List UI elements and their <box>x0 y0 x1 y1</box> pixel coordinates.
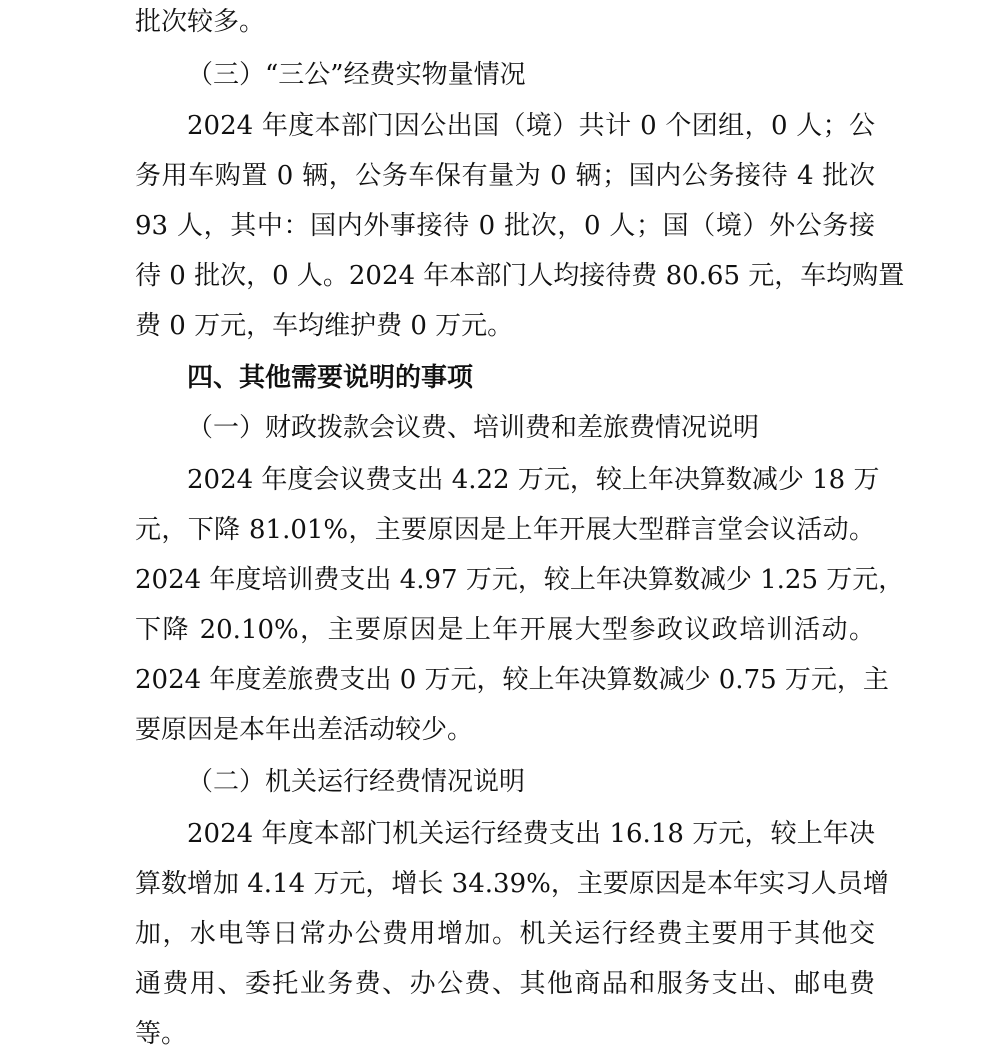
paragraph-line: 2024 年度差旅费支出 0 万元，较上年决算数减少 0.75 万元，主 <box>135 665 889 695</box>
section-heading-meeting-training-travel: （一）财政拨款会议费、培训费和差旅费情况说明 <box>187 413 760 443</box>
paragraph-line: 2024 年度培训费支出 4.97 万元，较上年决算数减少 1.25 万元， <box>135 565 905 595</box>
section-heading-agency-operation: （二）机关运行经费情况说明 <box>187 767 526 797</box>
paragraph-line: 待 0 批次，0 人。2024 年本部门人均接待费 80.65 元，车均购置 <box>135 261 905 291</box>
paragraph-line: 通费用、委托业务费、办公费、其他商品和服务支出、邮电费 <box>135 969 875 999</box>
paragraph-line: 下降 20.10%，主要原因是上年开展大型参政议政培训活动。 <box>135 615 875 645</box>
paragraph-line: 2024 年度本部门机关运行经费支出 16.18 万元，较上年决 <box>187 819 875 849</box>
paragraph-line: 加，水电等日常办公费用增加。机关运行经费主要用于其他交 <box>135 919 875 949</box>
paragraph-line: 算数增加 4.14 万元，增长 34.39%，主要原因是本年实习人员增 <box>135 869 889 899</box>
paragraph-line: 2024 年度会议费支出 4.22 万元，较上年决算数减少 18 万 <box>187 465 880 495</box>
paragraph-line: 等。 <box>135 1019 188 1049</box>
paragraph-line: 元，下降 81.01%，主要原因是上年开展大型群言堂会议活动。 <box>135 515 875 545</box>
paragraph-line: 93 人，其中：国内外事接待 0 批次，0 人；国（境）外公务接 <box>135 211 875 241</box>
paragraph-line: 务用车购置 0 辆，公务车保有量为 0 辆；国内公务接待 4 批次 <box>135 161 875 191</box>
text-line-continuation: 批次较多。 <box>135 7 266 37</box>
section-heading-sangong-quantity: （三）“三公”经费实物量情况 <box>187 60 526 90</box>
paragraph-line: 要原因是本年出差活动较少。 <box>135 715 474 745</box>
section-heading-other-matters: 四、其他需要说明的事项 <box>187 363 474 393</box>
paragraph-line: 费 0 万元，车均维护费 0 万元。 <box>135 311 514 341</box>
paragraph-line: 2024 年度本部门因公出国（境）共计 0 个团组，0 人；公 <box>187 111 875 141</box>
